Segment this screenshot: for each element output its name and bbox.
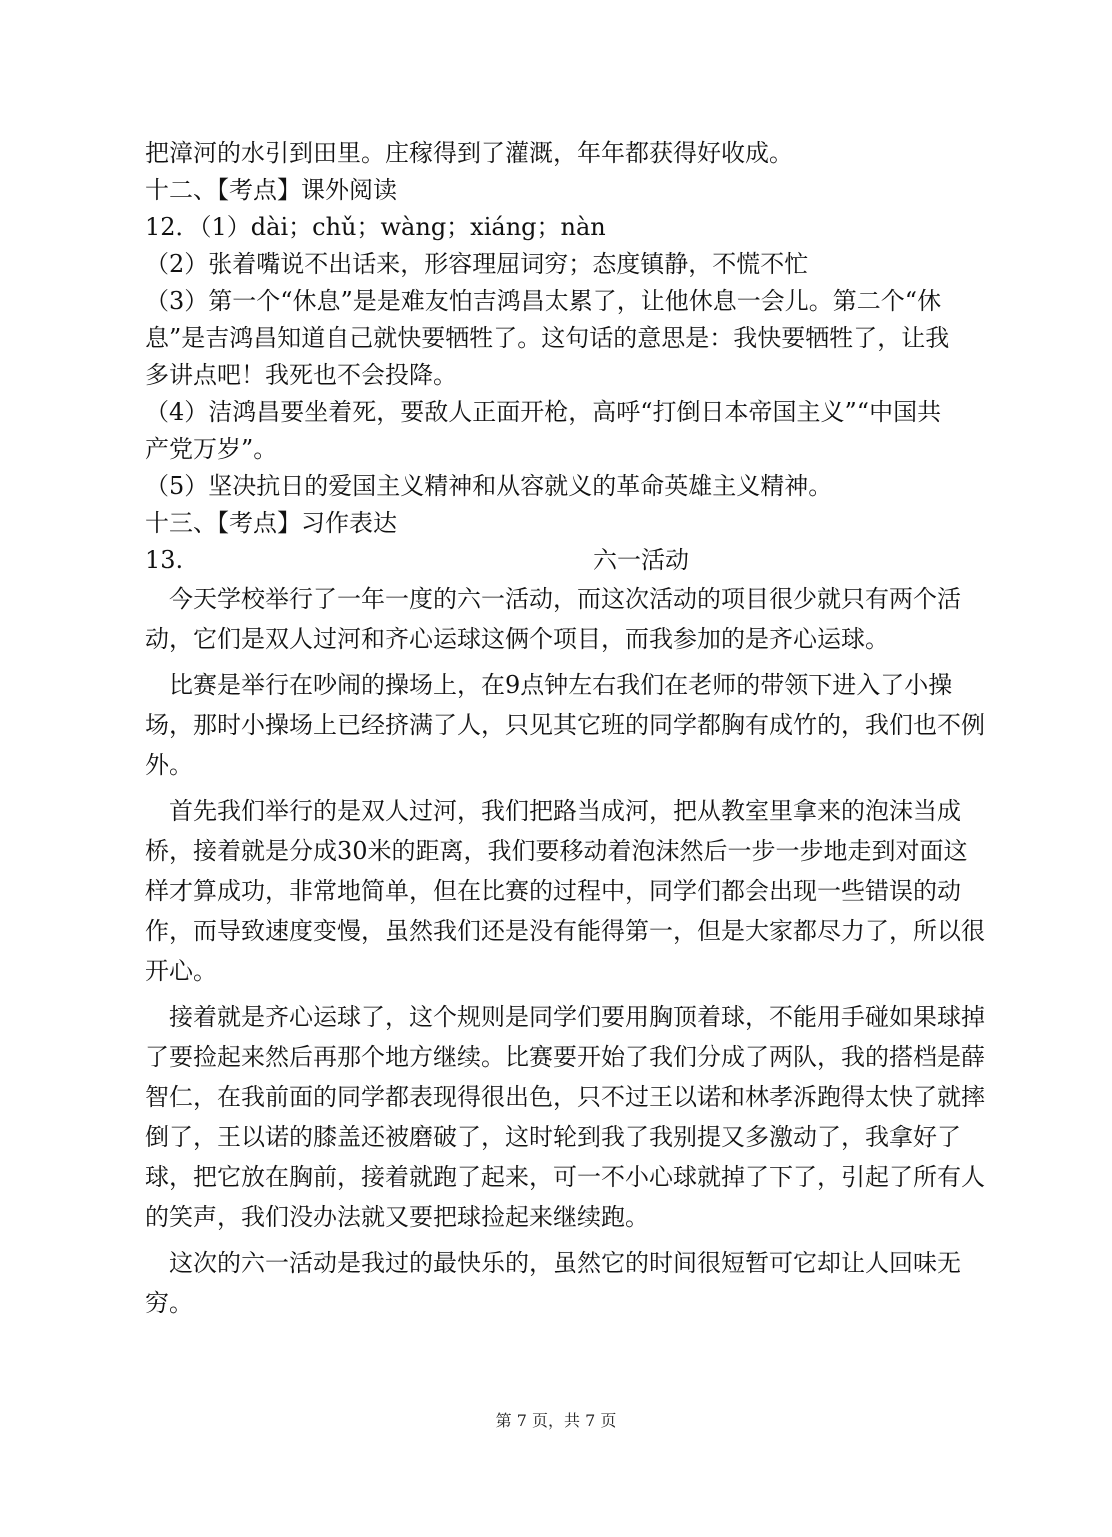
question-number: 13.	[145, 546, 184, 574]
text-line: 把漳河的水引到田里。庄稼得到了灌溉，年年都获得好收成。	[145, 139, 793, 167]
answer-line: 12．（1）dài；chǔ；wàng；xiáng；nàn	[145, 213, 606, 241]
essay-paragraph: 首先我们举行的是双人过河，我们把路当成河，把从教室里拿来的泡沫当成桥，接着就是分成30米的距离，我们要移动着泡沫然后一步一步地走到对面这样才算成功，非常地简单，但在比赛的过程中，同学们都会出现一些错误的动作，而导致速度变慢，虽然我们还是没有能得第一，但是大家都尽力了，所以很开心。	[145, 797, 985, 985]
answer-line: 产党万岁”。	[145, 435, 278, 463]
section-heading: 十二、【考点】课外阅读	[145, 176, 397, 204]
answer-line: 息”是吉鸿昌知道自己就快要牺牲了。这句话的意思是：我快要牺牲了，让我	[145, 324, 950, 352]
essay-paragraph: 这次的六一活动是我过的最快乐的，虽然它的时间很短暂可它却让人回味无穷。	[145, 1249, 961, 1317]
essay-title: 六一活动	[593, 546, 689, 574]
page-footer: 第 7 页，共 7 页	[495, 1411, 617, 1430]
answer-line: （5）坚决抗日的爱国主义精神和从容就义的革命英雄主义精神。	[145, 472, 833, 500]
page-content	[145, 135, 985, 1323]
section-heading: 十三、【考点】习作表达	[145, 509, 397, 537]
essay-paragraph: 今天学校举行了一年一度的六一活动，而这次活动的项目很少就只有两个活动，它们是双人过河和齐心运球这俩个项目，而我参加的是齐心运球。	[145, 585, 961, 653]
answer-line: （3）第一个“休息”是是难友怕吉鸿昌太累了，让他休息一会儿。第二个“休	[145, 287, 942, 315]
answer-line: 多讲点吧！我死也不会投降。	[145, 361, 457, 389]
essay-paragraph: 比赛是举行在吵闹的操场上，在9点钟左右我们在老师的带领下进入了小操场，那时小操场上已经挤满了人，只见其它班的同学都胸有成竹的，我们也不例外。	[145, 671, 985, 779]
essay-header	[145, 542, 985, 579]
answer-line: （4）洁鸿昌要坐着死，要敌人正面开枪，高呼“打倒日本帝国主义”“中国共	[145, 398, 942, 426]
answer-line: （2）张着嘴说不出话来，形容理屈词穷；态度镇静，不慌不忙	[145, 250, 809, 278]
essay-paragraph: 接着就是齐心运球了，这个规则是同学们要用胸顶着球，不能用手碰如果球掉了要捡起来然后再那个地方继续。比赛要开始了我们分成了两队，我的搭档是薛智仁，在我前面的同学都表现得很出色，只不过王以诺和林孝泝跑得太快了就摔倒了，王以诺的膝盖还被磨破了，这时轮到我了我别提又多激动了，我拿好了球，把它放在胸前，接着就跑了起来，可一不小心球就掉了下了，引起了所有人的笑声，我们没办法就又要把球捡起来继续跑。	[145, 1003, 985, 1231]
